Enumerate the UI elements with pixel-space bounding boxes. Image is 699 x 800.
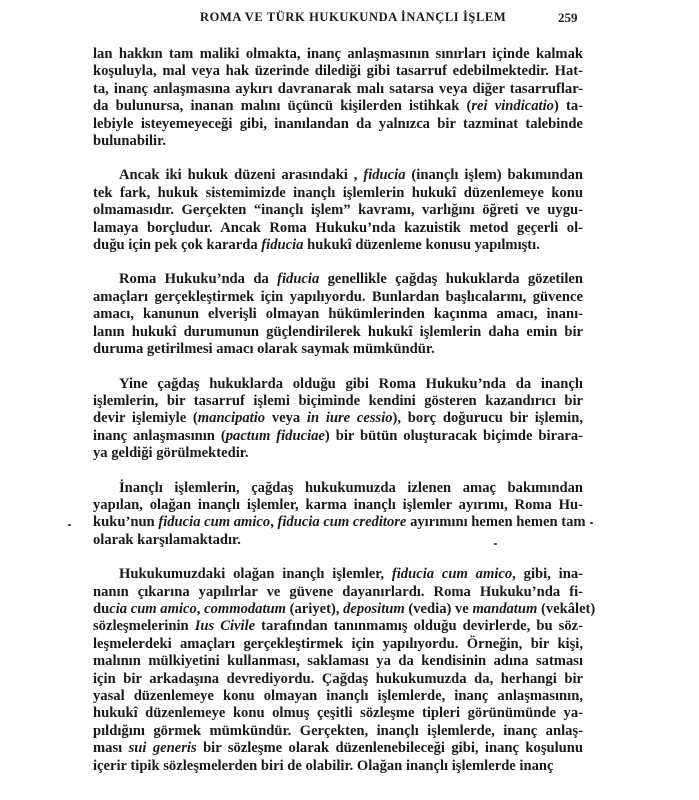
text-line: yapılan, olağan inançlı işlemler, karma inançlı işlemler ayırımı, Roma Hu- xyxy=(93,496,583,513)
text-line: ması sui generis bir sözleşme olarak düzenlenebileceği gibi, inanç koşulunu xyxy=(93,740,584,757)
paragraph xyxy=(93,566,596,775)
text-line: amaçları gerçekleştirmek için yapılıyordu. Bunlardan başlıcalarını, güvence xyxy=(93,288,583,305)
text-line: Roma Hukuku’nda da fiducia genellikle çağdaş hukuklarda gözetilen xyxy=(119,271,583,288)
text-line: için bir arkadaşına devrediyordu. Çağdaş hukukumuzda da, herhangi bir xyxy=(93,670,583,687)
text-line: duğu için pek çok kararda fiducia hukukî düzenleme konusu yapılmıştı. xyxy=(93,237,540,254)
page-header xyxy=(0,10,699,30)
text-line: leşmelerdeki amaçları gerçekleştirmek için yapılıyordu. Örneğin, bir kişi, xyxy=(93,635,583,652)
text-line: nanın çıkarına yapılırlar ve güvene dayanırlardı. Roma Hukuku’nda fi- xyxy=(93,583,583,600)
text-line: duruma getirilmesi amacı olarak saymak mümkündür. xyxy=(93,341,435,358)
paragraph xyxy=(93,271,583,358)
body-text xyxy=(93,46,596,792)
running-title: ROMA VE TÜRK HUKUKUNDA İNANÇLI İŞLEM xyxy=(200,10,507,24)
text-line: ya geldiği görülmektedir. xyxy=(93,445,249,462)
text-line: lanın hukukî durumunun güçlendirilerek hukukî işlemlerin daha emin bir xyxy=(93,323,583,340)
text-line: Hukukumuzdaki olağan inançlı işlemler, fiducia cum amico, gibi, ina- xyxy=(119,566,583,583)
paragraph xyxy=(93,376,583,463)
text-line: da bulunursa, inanan malını üçüncü kişilerden istihkak (rei vindicatio) ta- xyxy=(93,98,583,115)
text-line: bulunabilir. xyxy=(93,133,166,150)
text-line: ta, inanç anlaşmasına aykırı davranarak malı satarsa veya diğer tasarruflar- xyxy=(93,80,583,97)
text-line: İnançlı işlemlerin, çağdaş hukukumuzda izlenen amaç bakımından xyxy=(119,479,583,496)
scan-speck xyxy=(68,524,71,526)
text-line: lebiyle isteyemeyeceği gibi, inanılandan da yalnızca bir tazminat talebinde xyxy=(93,115,583,132)
text-line: kuku’nun fiducia cum amico, fiducia cum creditore ayırımını hemen hemen tam xyxy=(93,514,586,531)
text-line: devir işlemiyle (mancipatio veya in iure cessio), borç doğurucu bir işlemin, xyxy=(93,410,583,427)
page-number: 259 xyxy=(558,10,578,25)
scan-speck xyxy=(494,543,497,545)
text-line: tek fark, hukuk sistemimizde inançlı işlemlerin hukukî düzenlemeye konu xyxy=(93,184,583,201)
paragraph xyxy=(93,46,583,150)
text-line: pıldığını görmek mümkündür. Gerçekten, inançlı işlemlerde, inanç anlaş- xyxy=(93,722,583,739)
text-line: ducia cum amico, commodatum (ariyet), depositum (vedia) ve mandatum (vekâlet) xyxy=(93,600,596,617)
scan-speck xyxy=(590,522,593,524)
text-line: olarak karşılamaktadır. xyxy=(93,531,241,548)
text-line: içerir tipik sözleşmelerden biri de olabilir. Olağan inançlı işlemlerde inanç xyxy=(93,757,554,774)
text-line: lamaya borçludur. Ancak Roma Hukuku’nda kazuistik metod geçerli ol- xyxy=(93,219,583,236)
text-line: yasal düzenlemeye konu olmayan inançlı işlemlerde, inanç anlaşmasının, xyxy=(93,688,583,704)
text-line: koşuluyla, mal veya hak üzerinde dilediği gibi tasarruf edebilmektedir. Hat- xyxy=(93,63,583,80)
text-line: lan hakkın tam maliki olmakta, inanç anlaşmasının sınırları içinde kalmak xyxy=(93,46,583,62)
text-line: hukukî düzenlemeye konu olmuş çeşitli sözleşme tipleri görünümünde ya- xyxy=(93,705,583,722)
text-line: Ancak iki hukuk düzeni arasındaki , fiducia (inançlı işlem) bakımından xyxy=(119,167,584,184)
text-line: Yine çağdaş hukuklarda olduğu gibi Roma Hukuku’nda da inançlı xyxy=(119,375,583,392)
text-line: olmamasıdır. Gerçekten “inançlı işlem” kavramı, varlığını öğreti ve uygu- xyxy=(93,202,583,219)
text-line: sözleşmelerinin Ius Civile tarafından tanınmamış olduğu devirlerde, bu söz- xyxy=(93,618,583,635)
text-line: amacı, kanunun elverişli olmayan hükümlerinden kaçınma amacı, inanı- xyxy=(93,306,583,323)
paragraph xyxy=(93,479,586,550)
text-line: malının mülkiyetini kullanması, saklaması ya da kendisinin adına satması xyxy=(93,653,583,670)
text-line: inanç anlaşmasının (pactum fiduciae) bir bütün oluşturacak biçimde birara- xyxy=(93,427,583,444)
text-line: işlemlerin, bir tasarruf işlemi biçiminde kendini gösteren kazandırıcı bir xyxy=(93,392,583,409)
paragraph xyxy=(93,167,583,254)
